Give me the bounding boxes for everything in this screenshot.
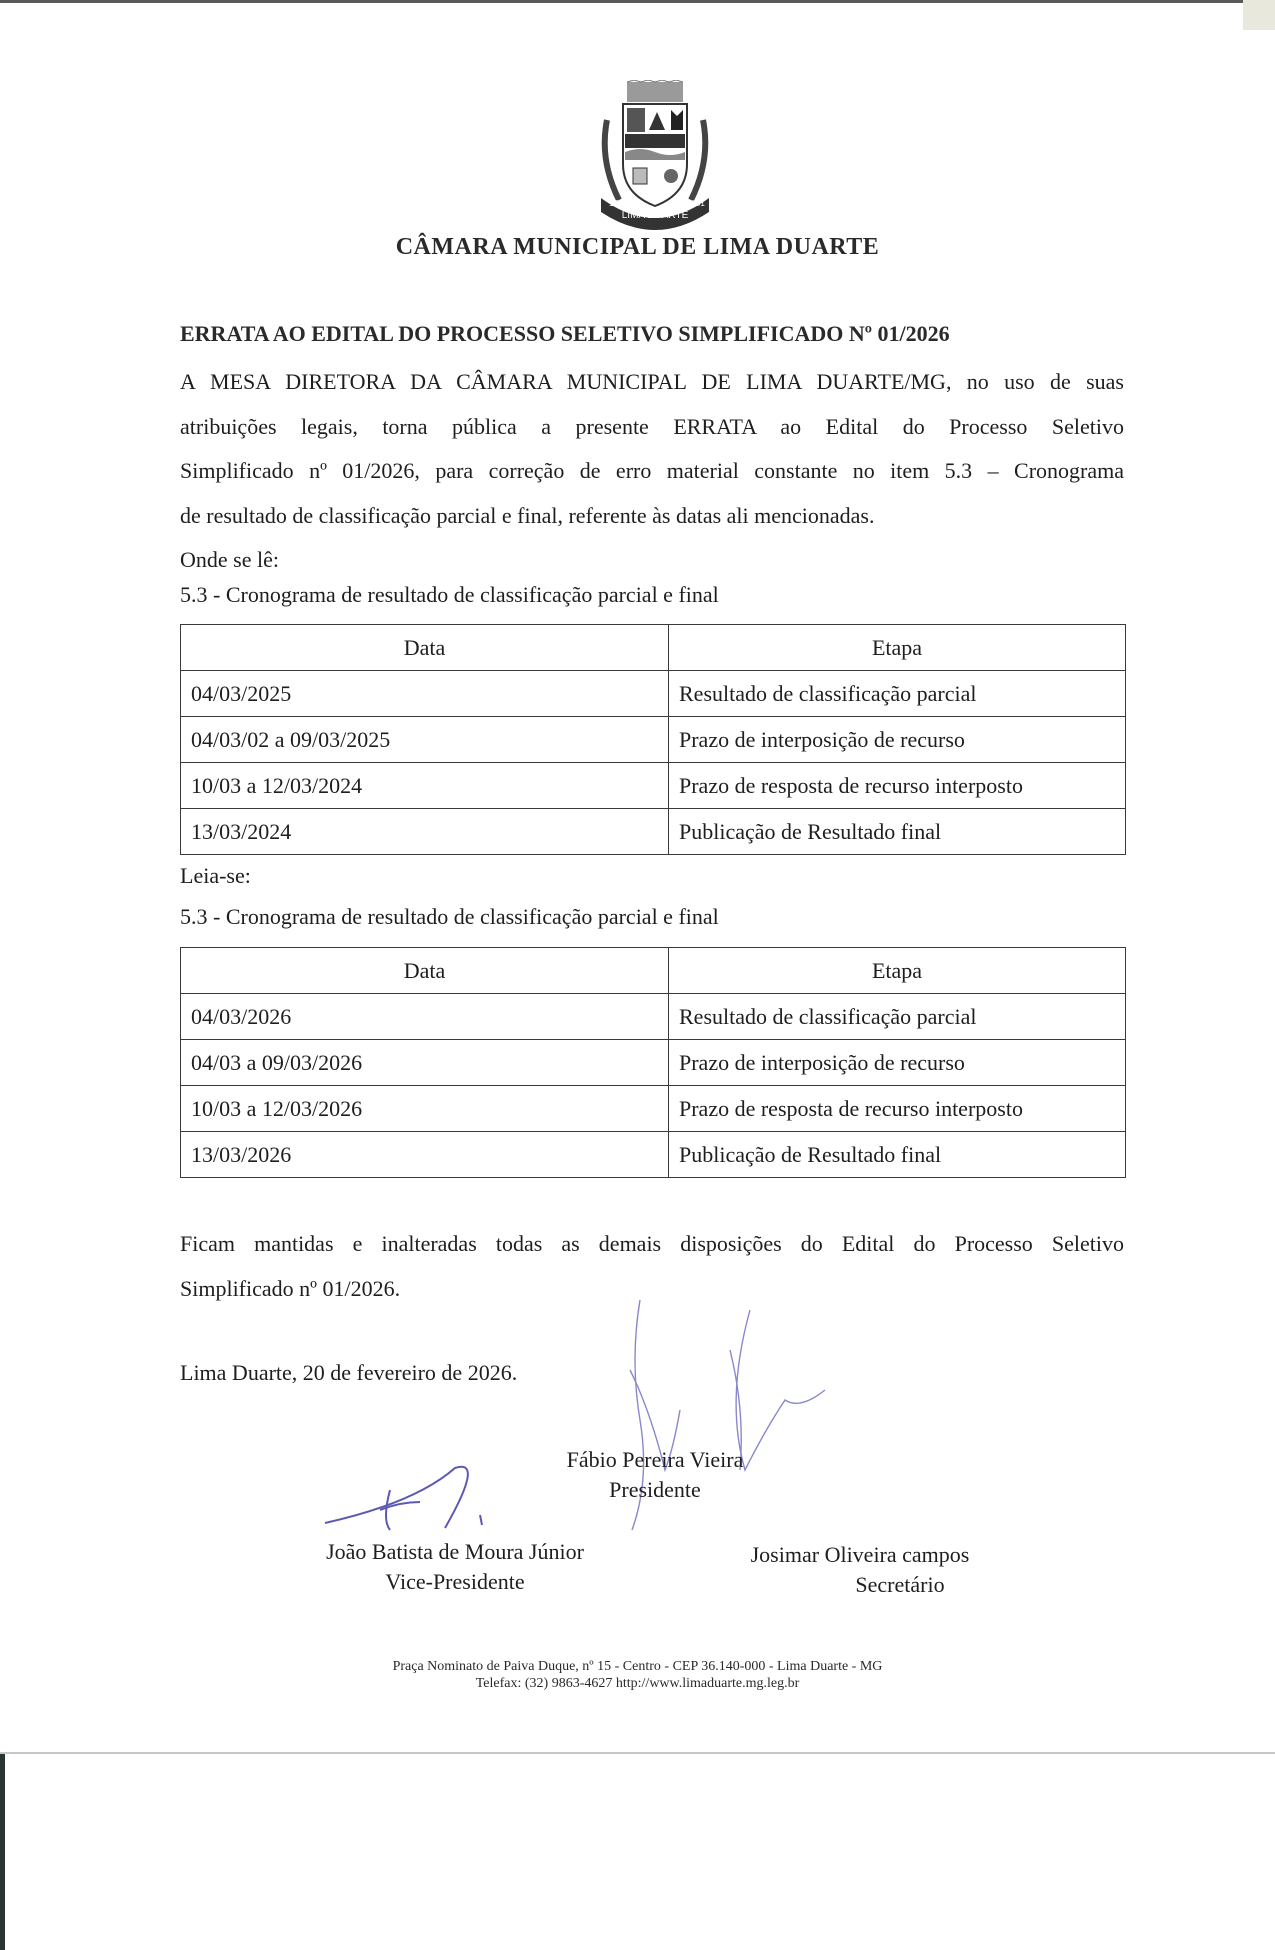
vice-president-role: Vice-Presidente: [385, 1569, 525, 1594]
intro-line: de resultado de classificação parcial e final, referente às datas ali mencionadas.: [180, 502, 875, 528]
schedule-table-new: [180, 947, 1126, 1178]
secretary-name: Josimar Oliveira campos: [750, 1542, 970, 1567]
table-header-row: [181, 625, 1126, 671]
header-etapa: Etapa: [669, 948, 1126, 994]
cell-stage: Prazo de resposta de recurso interposto: [669, 763, 1126, 809]
header-data: Data: [181, 625, 669, 671]
section-heading-new: 5.3 - Cronograma de resultado de classificação parcial e final: [180, 904, 719, 929]
footer-address: Praça Nominato de Paiva Duque, nº 15 - Centro - CEP 36.140-000 - Lima Duarte - MG: [392, 1659, 883, 1674]
section-heading-old: 5.3 - Cronograma de resultado de classificação parcial e final: [180, 582, 719, 607]
table-header-row: [181, 948, 1126, 994]
footer-contact: Telefax: (32) 9863-4627 http://www.limaduarte.mg.leg.br: [475, 1676, 800, 1691]
cell-stage: Publicação de Resultado final: [669, 809, 1126, 855]
intro-line: A MESA DIRETORA DA CÂMARA MUNICIPAL DE LIMA DUARTE/MG, no uso de suas: [180, 369, 1124, 394]
cell-stage: Publicação de Resultado final: [669, 1132, 1126, 1178]
closing-line: Simplificado nº 01/2026.: [180, 1275, 401, 1301]
table-row: [181, 994, 1126, 1040]
closing-line: Ficam mantidas e inalteradas todas as demais disposições do Edital do Processo Seletivo: [180, 1231, 1124, 1256]
svg-text:1781: 1781: [609, 199, 627, 208]
cell-date: 10/03 a 12/03/2026: [181, 1086, 669, 1132]
vice-president-name: João Batista de Moura Júnior: [326, 1539, 584, 1564]
scan-corner: [1243, 0, 1275, 30]
vice-president-signature-icon: [320, 1465, 500, 1535]
intro-line: Simplificado nº 01/2026, para correção de erro material constante no item 5.3 – Cronograma: [180, 458, 1124, 483]
table-row: [181, 763, 1126, 809]
cell-date: 13/03/2026: [181, 1132, 669, 1178]
table-row: [181, 1086, 1126, 1132]
cell-date: 13/03/2024: [181, 809, 669, 855]
cell-stage: Prazo de resposta de recurso interposto: [669, 1086, 1126, 1132]
president-name: Fábio Pereira Vieira: [566, 1447, 744, 1472]
signature-vice-president: [300, 1537, 610, 1597]
cell-stage: Prazo de interposição de recurso: [669, 717, 1126, 763]
president-role: Presidente: [609, 1477, 701, 1502]
footer: [0, 1658, 1275, 1692]
table-row: [181, 1040, 1126, 1086]
table-row: [181, 809, 1126, 855]
svg-text:LIMA DUARTE: LIMA DUARTE: [621, 210, 689, 221]
cell-stage: Resultado de classificação parcial: [669, 994, 1126, 1040]
cell-stage: Resultado de classificação parcial: [669, 671, 1126, 717]
svg-text:1881: 1881: [687, 199, 705, 208]
organization-name: CÂMARA MUNICIPAL DE LIMA DUARTE: [395, 234, 880, 260]
document-title: ERRATA AO EDITAL DO PROCESSO SELETIVO SIMPLIFICADO Nº 01/2026: [180, 321, 950, 346]
leia-se-label: Leia-se:: [180, 863, 251, 888]
municipal-crest-icon: [585, 80, 725, 240]
intro-paragraph: [180, 360, 1124, 538]
cell-date: 04/03 a 09/03/2026: [181, 1040, 669, 1086]
table-row: [181, 671, 1126, 717]
table-row: [181, 717, 1126, 763]
secretary-role: Secretário: [855, 1572, 945, 1597]
cell-date: 04/03/2025: [181, 671, 669, 717]
scan-left-edge: [0, 1754, 5, 1950]
place-date: Lima Duarte, 20 de fevereiro de 2026.: [180, 1360, 518, 1385]
signature-secretary: [700, 1540, 1020, 1600]
schedule-table-old: [180, 624, 1126, 855]
onde-se-le-label: Onde se lê:: [180, 547, 279, 572]
cell-stage: Prazo de interposição de recurso: [669, 1040, 1126, 1086]
cell-date: 04/03/02 a 09/03/2025: [181, 717, 669, 763]
intro-line: atribuições legais, torna pública a presente ERRATA ao Edital do Processo Seletivo: [180, 413, 1124, 439]
cell-date: 10/03 a 12/03/2024: [181, 763, 669, 809]
scan-page-edge: [0, 1752, 1275, 1754]
signature-president: [530, 1445, 780, 1505]
header-etapa: Etapa: [669, 625, 1126, 671]
scan-top-edge: [0, 0, 1275, 3]
president-signature-icon: [600, 1290, 860, 1550]
table-row: [181, 1132, 1126, 1178]
cell-date: 04/03/2026: [181, 994, 669, 1040]
header-data: Data: [181, 948, 669, 994]
